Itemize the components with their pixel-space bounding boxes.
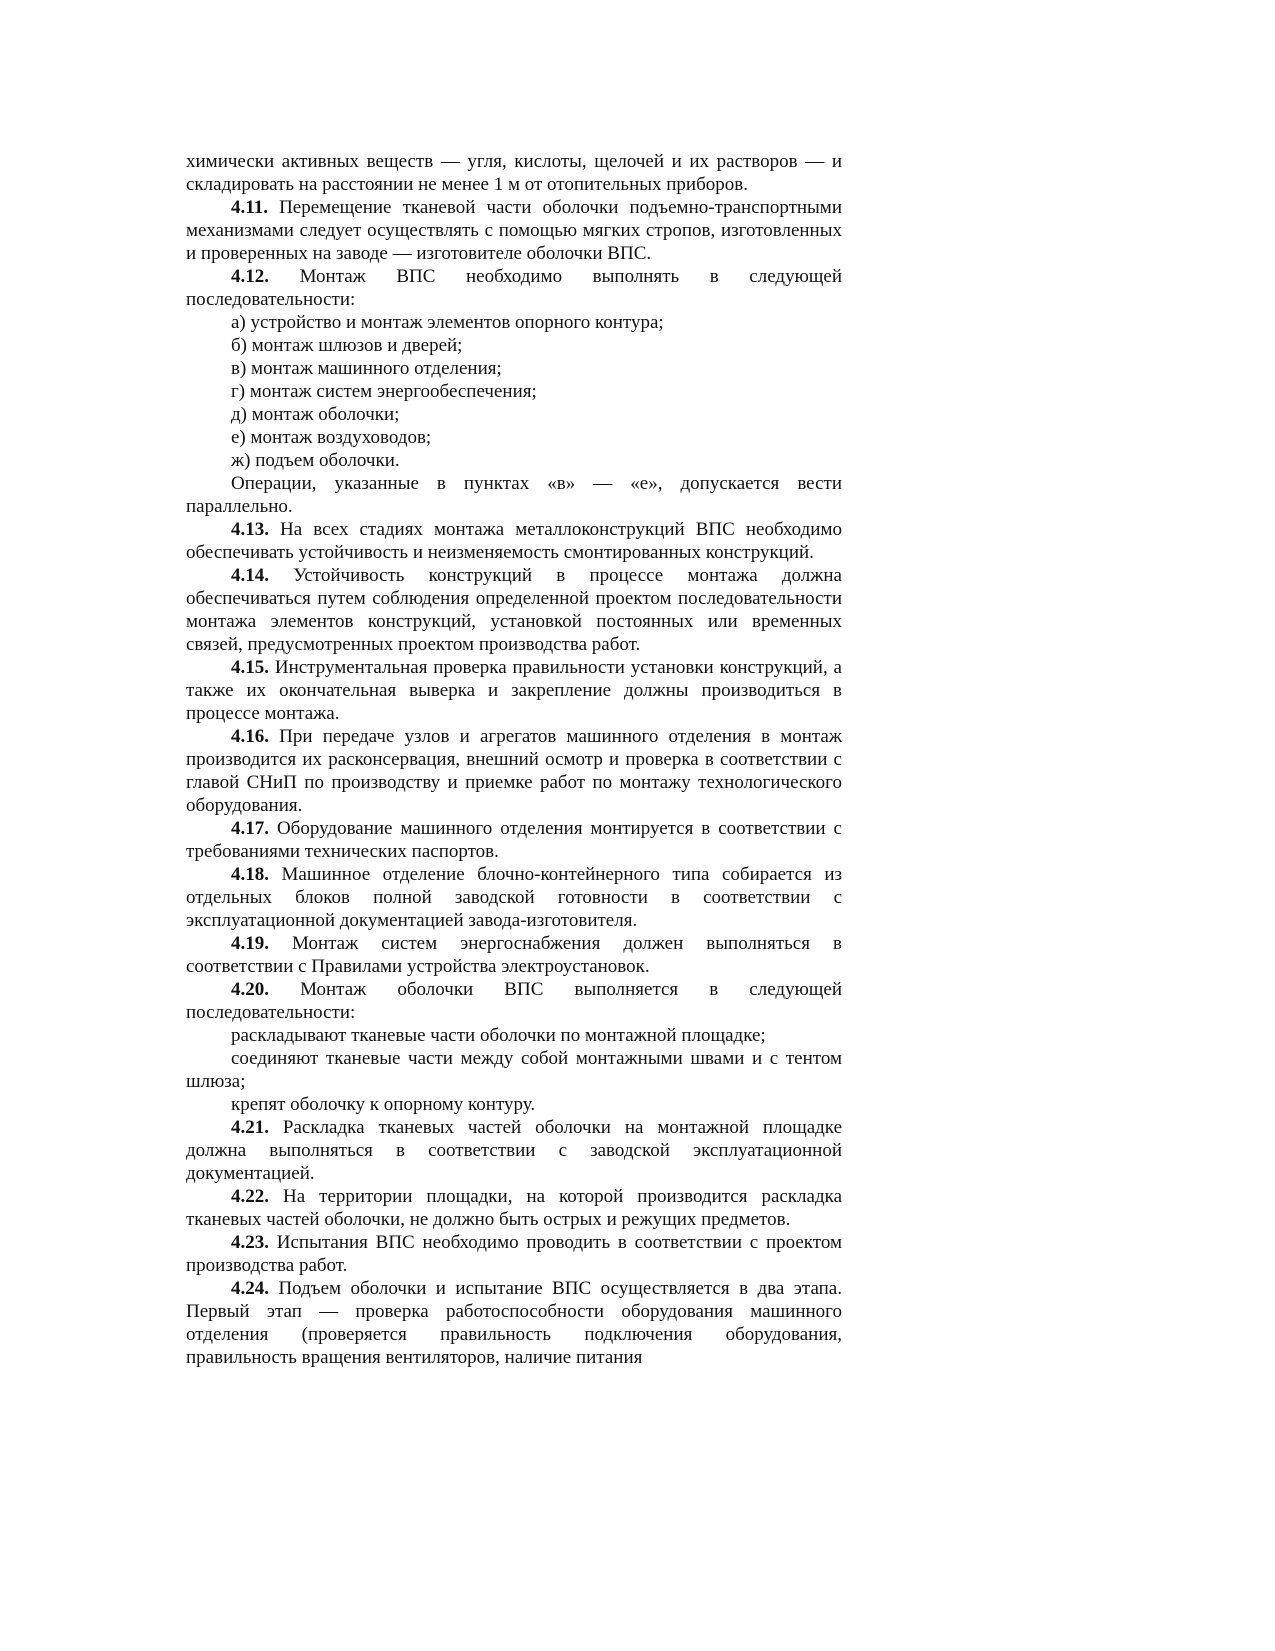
paragraph-text: Испытания ВПС необходимо проводить в соответствии с проектом производства работ.	[186, 1232, 842, 1276]
list-item-zh	[186, 449, 842, 472]
clause-number: 4.19.	[231, 933, 269, 954]
clause-4-22	[186, 1185, 842, 1231]
clause-number: 4.20.	[231, 979, 269, 1000]
clause-number: 4.21.	[231, 1117, 269, 1138]
paragraph-text: г) монтаж систем энергообеспечения;	[231, 381, 537, 402]
clause-4-11	[186, 196, 842, 265]
paragraph-text: химически активных веществ — угля, кислоты, щелочей и их растворов — и складировать на расстоянии не менее 1 м от отопительных приборов.	[186, 151, 842, 195]
paragraph-note	[186, 472, 842, 518]
clause-4-12	[186, 265, 842, 311]
paragraph-text: соединяют тканевые части между собой монтажными швами и с тентом шлюза;	[186, 1048, 842, 1092]
paragraph-text: Устойчивость конструкций в процессе монтажа должна обеспечиваться путем соблюдения определенной проектом последовательности монтажа элементов конструкций, установкой постоянных или временных связей, предусмотренных проектом производства работ.	[186, 565, 842, 655]
step-fasten	[186, 1093, 842, 1116]
clause-4-13	[186, 518, 842, 564]
paragraph-text: а) устройство и монтаж элементов опорного контура;	[231, 312, 664, 333]
paragraph-text: Машинное отделение блочно-контейнерного типа собирается из отдельных блоков полной заводской готовности в соответствии с эксплуатационной документацией завода-изготовителя.	[186, 864, 842, 931]
paragraph-text: раскладывают тканевые части оболочки по монтажной площадке;	[231, 1025, 766, 1046]
clause-4-14	[186, 564, 842, 656]
paragraph-text: д) монтаж оболочки;	[231, 404, 400, 425]
list-item-b	[186, 334, 842, 357]
paragraph-text: На всех стадиях монтажа металлоконструкций ВПС необходимо обеспечивать устойчивость и неизменяемость смонтированных конструкций.	[186, 519, 842, 563]
paragraph-text: Монтаж ВПС необходимо выполнять в следующей последовательности:	[186, 266, 842, 310]
paragraph-text: е) монтаж воздуховодов;	[231, 427, 432, 448]
list-item-v	[186, 357, 842, 380]
clause-4-17	[186, 817, 842, 863]
clause-4-16	[186, 725, 842, 817]
step-lay-out	[186, 1024, 842, 1047]
clause-number: 4.24.	[231, 1278, 269, 1299]
clause-4-20	[186, 978, 842, 1024]
clause-number: 4.13.	[231, 519, 269, 540]
clause-number: 4.15.	[231, 657, 269, 678]
paragraph-text: крепят оболочку к опорному контуру.	[231, 1094, 536, 1115]
paragraph-text: ж) подъем оболочки.	[231, 450, 400, 471]
step-join	[186, 1047, 842, 1093]
paragraph-text: На территории площадки, на которой производится раскладка тканевых частей оболочки, не должно быть острых и режущих предметов.	[186, 1186, 842, 1230]
paragraph-text: Монтаж оболочки ВПС выполняется в следующей последовательности:	[186, 979, 842, 1023]
paragraph-text: Перемещение тканевой части оболочки подъемно-транспортными механизмами следует осуществлять с помощью мягких стропов, изготовленных и проверенных на заводе — изготовителе оболочки ВПС.	[186, 197, 842, 264]
clause-4-18	[186, 863, 842, 932]
paragraph-text: Раскладка тканевых частей оболочки на монтажной площадке должна выполняться в соответствии с заводской эксплуатационной документацией.	[186, 1117, 842, 1184]
paragraph-text: б) монтаж шлюзов и дверей;	[231, 335, 463, 356]
paragraph-text: Инструментальная проверка правильности установки конструкций, а также их окончательная выверка и закрепление должны производиться в процессе монтажа.	[186, 657, 842, 724]
clause-number: 4.16.	[231, 726, 269, 747]
paragraph-text: Оборудование машинного отделения монтируется в соответствии с требованиями технических паспортов.	[186, 818, 842, 862]
document-page	[186, 150, 842, 1369]
clause-number: 4.18.	[231, 864, 269, 885]
paragraph-text: Подъем оболочки и испытание ВПС осуществляется в два этапа. Первый этап — проверка работоспособности оборудования машинного отделения (проверяется правильность подключения оборудования, правильность вращения вентиляторов, наличие питания	[186, 1278, 842, 1368]
clause-number: 4.22.	[231, 1186, 269, 1207]
list-item-e	[186, 426, 842, 449]
paragraph-text: в) монтаж машинного отделения;	[231, 358, 502, 379]
clause-number: 4.14.	[231, 565, 269, 586]
list-item-d	[186, 403, 842, 426]
list-item-a	[186, 311, 842, 334]
paragraph-text: Монтаж систем энергоснабжения должен выполняться в соответствии с Правилами устройства электроустановок.	[186, 933, 842, 977]
clause-4-15	[186, 656, 842, 725]
clause-number: 4.23.	[231, 1232, 269, 1253]
clause-4-21	[186, 1116, 842, 1185]
clause-number: 4.12.	[231, 266, 269, 287]
paragraph-text: Операции, указанные в пунктах «в» — «е», допускается вести параллельно.	[186, 473, 842, 517]
paragraph-text: При передаче узлов и агрегатов машинного отделения в монтаж производится их расконсервация, внешний осмотр и проверка в соответствии с главой СНиП по производству и приемке работ по монтажу технологического оборудования.	[186, 726, 842, 816]
list-item-g	[186, 380, 842, 403]
clause-number: 4.17.	[231, 818, 269, 839]
clause-4-19	[186, 932, 842, 978]
clause-4-23	[186, 1231, 842, 1277]
clause-number: 4.11.	[231, 197, 268, 218]
clause-4-24	[186, 1277, 842, 1369]
paragraph-0	[186, 150, 842, 196]
